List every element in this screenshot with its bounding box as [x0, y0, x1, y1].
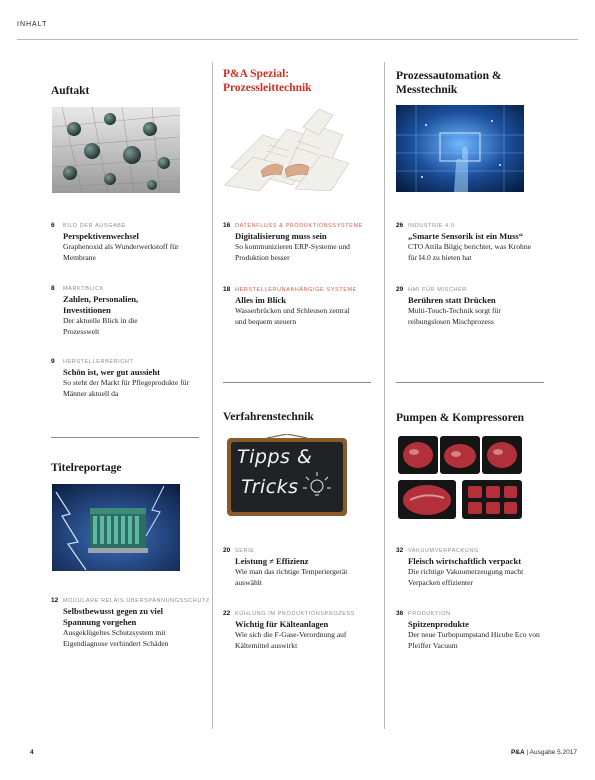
- entry-headline: Fleisch wirtschaftlich verpackt: [408, 556, 522, 566]
- page-number: 18: [223, 286, 231, 293]
- toc-entry[interactable]: [51, 597, 210, 649]
- entry-headline: Selbstbewusst gegen zu viel Spannung vorgehen: [63, 606, 164, 627]
- entry-category: PRODUKTION: [408, 611, 451, 617]
- section-title-titelreportage: Titelreportage: [51, 462, 122, 474]
- entry-description: Ausgeklügeltes Schutzsystem mit Eigendiagnose verhindert Schäden: [63, 628, 169, 648]
- folio-brand: P&A: [510, 749, 525, 756]
- entry-description: CTO Attila Bilgiç berichtet, was Krohne für I4.0 zu bieten hat: [408, 242, 532, 262]
- entry-headline: Alles im Blick: [235, 295, 287, 305]
- header-rule: [17, 39, 578, 40]
- section-title-verfahrenstechnik: Verfahrenstechnik: [223, 411, 314, 423]
- chalkboard-image: [223, 434, 351, 520]
- chalk-text-line1: Tipps &: [237, 446, 313, 468]
- section-divider: [51, 437, 199, 438]
- folio-separator: |: [526, 749, 530, 756]
- entry-headline: Spitzenprodukte: [408, 619, 469, 629]
- entry-category: HERSTELLERBERICHT: [63, 359, 134, 365]
- entry-description: So kommunizieren ERP-Systeme und Produktion besser: [235, 242, 350, 262]
- toc-entry[interactable]: [396, 610, 544, 651]
- entry-headline: Wichtig für Kälteanlagen: [235, 619, 329, 629]
- folio-issue-text: Ausgabe 5.2017: [529, 749, 577, 756]
- paperwork-image: [223, 105, 351, 191]
- entry-category: MODULARE RELAIS ÜBERSPANNUNGSSCHUTZ: [63, 598, 210, 604]
- page-number: 16: [223, 222, 231, 229]
- page-number: 9: [51, 358, 55, 365]
- page-number: 12: [51, 597, 59, 604]
- graphene-oxide-image: [52, 107, 180, 193]
- entry-category: VAKUUMVERPACKUNG: [408, 548, 479, 554]
- toc-entry[interactable]: [51, 285, 179, 337]
- entry-description: Wasserbrücken und Schleusen zentral und bequem steuern: [235, 306, 350, 326]
- page-number: 6: [51, 222, 55, 229]
- entry-description: Graphenoxid als Wunderwerkstoff für Membrane: [63, 242, 179, 262]
- entry-category: KÜHLUNG IM PRODUKTIONSPROZESS: [235, 611, 356, 617]
- section-divider: [396, 382, 544, 383]
- toc-entry[interactable]: [223, 222, 371, 263]
- entry-description: So steht der Markt für Pflegeprodukte für Männer aktuell da: [63, 378, 190, 398]
- entry-category: BILD DER AUSGABE: [63, 223, 126, 229]
- entry-category: SERIE: [235, 548, 255, 554]
- section-title-auftakt: Auftakt: [51, 85, 90, 97]
- entry-headline: Zahlen, Personalien, Investitionen: [63, 294, 139, 315]
- page-number: 8: [51, 285, 55, 292]
- entry-description: Wie man das richtige Temperiergerät auswählt: [235, 567, 348, 587]
- page-number: 32: [396, 547, 404, 554]
- section-title-pa-spezial: P&A Spezial: Prozessleittechnik: [223, 68, 312, 94]
- toc-entry[interactable]: [223, 610, 371, 651]
- toc-entry[interactable]: [396, 547, 544, 588]
- entry-headline: Schön ist, wer gut aussieht: [63, 367, 161, 377]
- entry-headline: „Smarte Sensorik ist ein Muss“: [408, 231, 524, 241]
- page-number: 20: [223, 547, 231, 554]
- section-title-prozessautomation: Prozessautomation & Messtechnik: [396, 70, 502, 96]
- folio-issue: [511, 749, 577, 756]
- digital-hand-image: [396, 105, 524, 192]
- toc-entry[interactable]: [223, 286, 371, 327]
- section-divider: [223, 382, 371, 383]
- section-label: INHALT: [17, 21, 48, 28]
- toc-entry[interactable]: [396, 222, 544, 263]
- entry-description: Multi-Touch-Technik sorgt für reibungslosen Mischprozess: [408, 306, 501, 326]
- page-number: 29: [396, 286, 404, 293]
- page-number: 22: [223, 610, 231, 617]
- toc-entry[interactable]: [396, 286, 544, 327]
- chalk-text-line2: Tricks: [241, 476, 299, 498]
- entry-category: INDUSTRIE 4.0: [408, 223, 455, 229]
- toc-entry[interactable]: [223, 547, 371, 588]
- entry-description: Der aktuelle Blick in die Prozesswelt: [63, 316, 138, 336]
- toc-entry[interactable]: [51, 358, 199, 399]
- relay-module-image: [52, 484, 180, 571]
- entry-description: Wie sich die F-Gase-Verordnung auf Kältemittel auswirkt: [235, 630, 347, 650]
- entry-headline: Perspektivenwechsel: [63, 231, 139, 241]
- entry-headline: Berühren statt Drücken: [408, 295, 496, 305]
- entry-category: MARKTBLICK: [63, 286, 105, 292]
- toc-entry[interactable]: [51, 222, 201, 263]
- column-divider: [212, 62, 213, 729]
- entry-category: DATENFLUSS & PRODUKTIONSSYSTEME: [235, 223, 363, 229]
- column-divider: [384, 62, 385, 729]
- entry-category: HMI FÜR MISCHER: [408, 287, 467, 293]
- packaged-meat-image: [396, 434, 524, 521]
- entry-description: Der neue Turbopumpstand Hicube Eco von Pfeiffer Vacuum: [408, 630, 540, 650]
- page-number: 36: [396, 610, 404, 617]
- section-title-pumpen: Pumpen & Kompressoren: [396, 412, 524, 424]
- entry-headline: Digitalisierung muss sein: [235, 231, 327, 241]
- entry-description: Die richtige Vakuumerzeugung macht Verpacken effizienter: [408, 567, 524, 587]
- entry-category: HERSTELLERUNABHÄNGIGE SYSTEME: [235, 287, 357, 293]
- folio-page-number: 4: [30, 749, 34, 756]
- entry-headline: Leistung ≠ Effizienz: [235, 556, 309, 566]
- page-number: 26: [396, 222, 404, 229]
